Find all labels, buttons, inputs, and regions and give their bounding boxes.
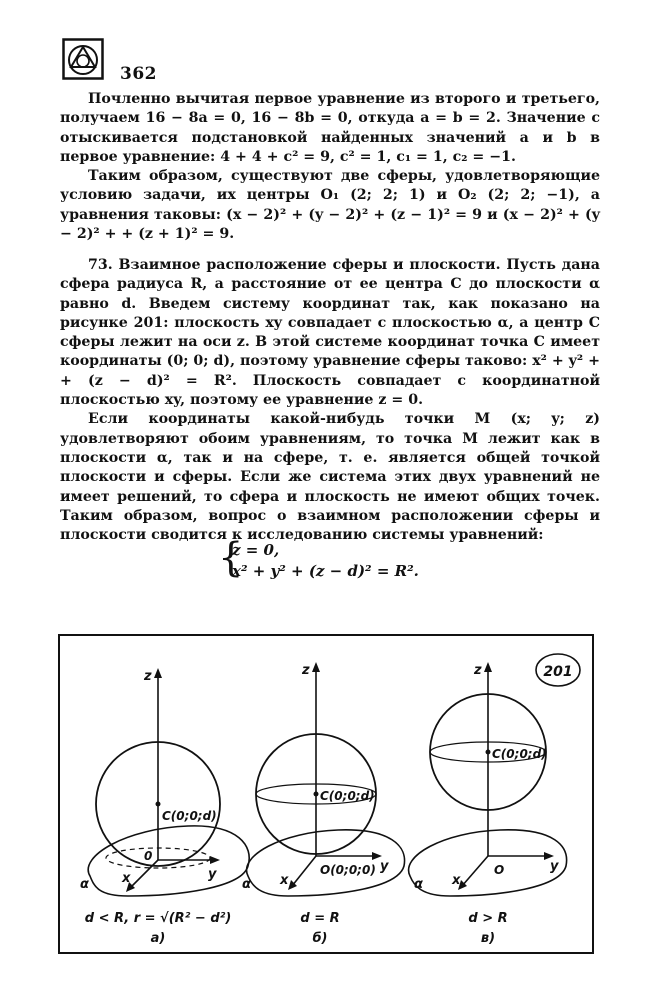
text-block-top xyxy=(60,90,600,244)
label-y: y xyxy=(380,859,389,874)
label-x: x xyxy=(452,873,461,888)
label-z: z xyxy=(302,663,310,678)
panel-b xyxy=(242,662,405,946)
section-paragraph-main: 73. Взаимное расположение сферы и плоскости. Пусть дана сфера радиуса R, а расстояние от ее центра C до плоскости α равно d. Введем систему координат так, как показано на рисунке 201: плоскость xy совпадает с плоскостью α, а центр C сферы лежит на оси z. В этой системе координат точка C имеет координаты (0; 0; d), поэтому уравнение сферы таково: x² + y² + + (z − d)² = R². Плоскость совпадает с координатной плоскостью xy, поэтому ее уравнение z = 0. xyxy=(60,257,600,409)
label-x: x xyxy=(122,871,131,886)
label-alpha: α xyxy=(242,877,251,892)
paragraph: Почленно вычитая первое уравнение из второго и третьего, получаем 16 − 8a = 0, 16 − 8b = 0, откуда a = b = 2. Значение c отыскивается подстановкой найденных значений a и b в первое уравнение: 4 + 4 + c² = 9, c² = 1, c₁ = 1, c₂ = −1. xyxy=(60,91,600,165)
panel-condition: d > R xyxy=(468,911,508,926)
page-number: 362 xyxy=(120,64,157,84)
panel-letter: в) xyxy=(480,931,496,946)
axis-x xyxy=(292,856,316,886)
axis-x xyxy=(462,856,488,886)
label-origin: 0 xyxy=(144,849,153,863)
label-y: y xyxy=(550,859,559,874)
label-x: x xyxy=(280,873,289,888)
label-origin: O xyxy=(494,863,505,877)
paragraph: Таким образом, существуют две сферы, удовлетворяющие условию задачи, их центры O₁ (2; 2; 1) и O₂ (2; 2; −1), а уравнения таковы: (x − 2)² + (y − 2)² + (z − 1)² = 9 и (x − 2)² + (y − 2)² + + (z + 1)² = 9. xyxy=(60,168,600,243)
panel-letter: а) xyxy=(150,931,166,946)
label-alpha: α xyxy=(80,877,89,892)
panel-a xyxy=(80,668,249,946)
figure-number: 201 xyxy=(543,664,573,680)
panel-condition: d = R xyxy=(300,911,340,926)
label-z: z xyxy=(474,663,482,678)
equation-system xyxy=(218,535,419,582)
system-brace: { xyxy=(218,535,244,581)
label-z: z xyxy=(144,669,152,684)
equation-line: x² + y² + (z − d)² = R². xyxy=(232,562,419,580)
label-alpha: α xyxy=(414,877,423,892)
panel-letter: б) xyxy=(312,931,328,946)
plane-alpha xyxy=(88,826,249,896)
publisher-logo-icon xyxy=(62,38,104,80)
text-block-section-73 xyxy=(60,256,600,545)
panel-condition: d < R, r = √(R² − d²) xyxy=(84,911,232,926)
section-paragraph-second: Если координаты какой-нибудь точки M (x; y; z) удовлетворяют обоим уравнениям, то точка M лежит как в плоскости α, так и на сфере, т. е. является общей точкой плоскости и сферы. Если же система этих двух уравнений не имеет решений, то сфера и плоскость не имеют общих точек. Таким образом, вопрос о взаимном расположении сферы и плоскости сводится к исследованию системы уравнений: xyxy=(60,411,600,544)
label-center: C(0;0;d) xyxy=(162,809,217,823)
label-origin: O(0;0;0) xyxy=(320,863,376,877)
label-center: C(0;0;d) xyxy=(492,747,547,761)
panel-c xyxy=(409,662,567,946)
equation-line: z = 0, xyxy=(232,541,280,559)
label-center: C(0;0;d) xyxy=(320,789,375,803)
label-y: y xyxy=(208,867,217,882)
figure-201 xyxy=(58,634,594,954)
